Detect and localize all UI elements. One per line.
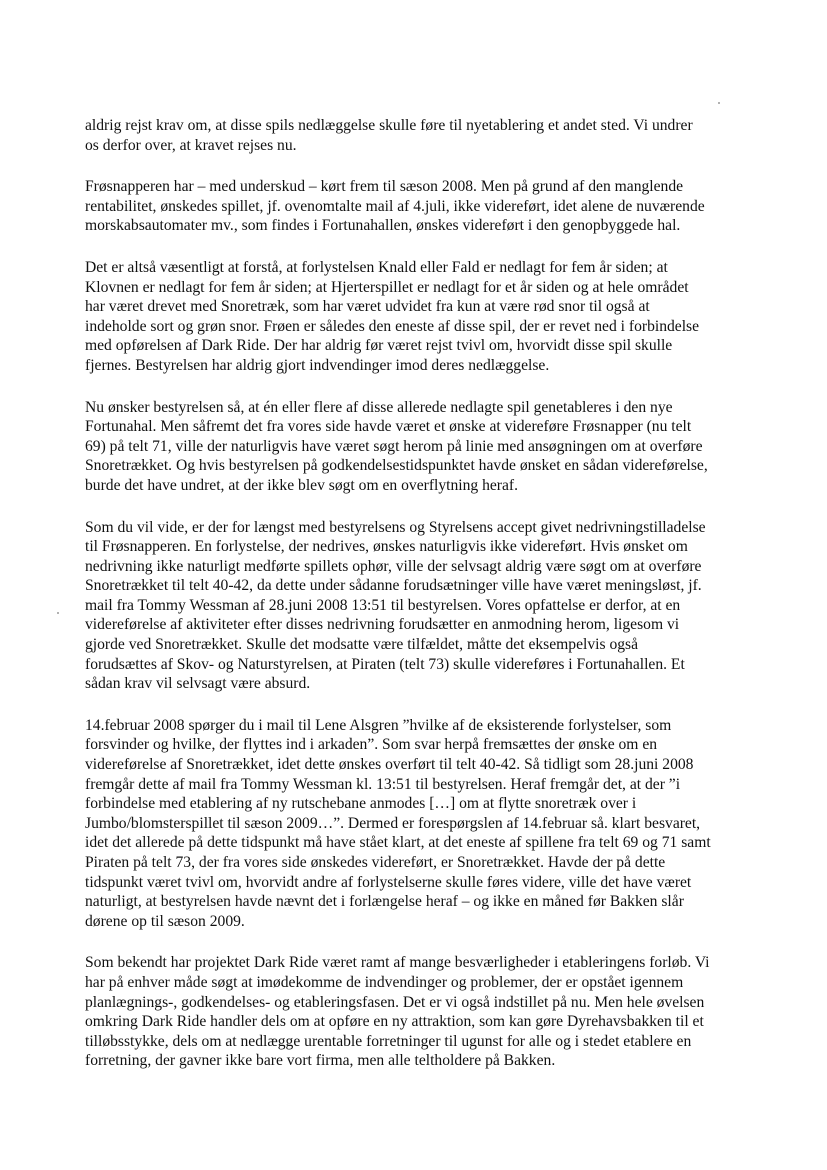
text-line: fremgår dette af mail fra Tommy Wessman kl. 13:51 til bestyrelsen. Heraf fremgår det, at der ”i [85, 775, 681, 793]
text-line: med opførelsen af Dark Ride. Der har aldrig før været rejst tvivl om, hvorvidt disse spil skulle [85, 337, 673, 355]
text-line: tidspunkt været tvivl om, hvorvidt andre af forlystelserne skulle føres videre, ville det have været [85, 873, 692, 891]
scan-speck [57, 612, 59, 614]
text-line: forsvinder og hvilke, der flyttes ind i arkaden”. Som svar herpå fremsættes der ønske om en [85, 736, 658, 754]
text-line: forretning, der gavner ikke bare vort firma, men alle teltholdere på Bakken. [85, 1052, 556, 1070]
text-line: har været drevet med Snoretræk, som har været udvidet fra kun at være rød snor til også at [85, 298, 650, 316]
text-line: Det er altså væsentligt at forstå, at forlystelsen Knald eller Fald er nedlagt for fem år siden; at [85, 258, 668, 276]
text-line: morskabsautomater mv., som findes i Fortunahallen, ønskes videreført i den genopbyggede hal. [85, 217, 681, 235]
text-line: 14.februar 2008 spørger du i mail til Lene Alsgren ”hvilke af de eksisterende forlystelser, som [85, 716, 672, 734]
text-line: Nu ønsker bestyrelsen så, at én eller flere af disse allerede nedlagte spil genetableres i den nye [85, 398, 673, 416]
text-line: planlægnings-, godkendelses- og etableringsfasen. Det er vi også indstillet på nu. Men hele øvelsen [85, 993, 705, 1011]
text-line: Som du vil vide, er der for længst med bestyrelsens og Styrelsens accept givet nedrivningstilladelse [85, 518, 706, 536]
text-line: Snoretrækket. Og hvis bestyrelsen på godkendelsestidspunktet havde ønsket en sådan videreførelse, [85, 457, 708, 475]
text-line: har på enhver måde søgt at imødekomme de indvendinger og problemer, der er opstået igennem [85, 973, 684, 991]
text-line: til Frøsnapperen. En forlystelse, der nedrives, ønskes naturligvis ikke videreført. Hvis ønsket om [85, 538, 688, 556]
text-line: dørene op til sæson 2009. [85, 912, 245, 930]
paragraph [85, 116, 765, 155]
text-line: fjernes. Bestyrelsen har aldrig gjort indvendinger imod deres nedlæggelse. [85, 356, 550, 374]
text-line: mail fra Tommy Wessman af 28.juni 2008 13:51 til bestyrelsen. Vores opfattelse er derfor, at en [85, 596, 681, 614]
text-line: os derfor over, at kravet rejses nu. [85, 136, 297, 154]
text-line: omkring Dark Ride handler dels om at opføre en ny attraktion, som kan gøre Dyrehavsbakken til et [85, 1013, 704, 1031]
text-line: sådan krav vil selvsagt være absurd. [85, 675, 311, 693]
text-line: Fortunahal. Men såfremt det fra vores side havde været et ønske at videreføre Frøsnapper (nu telt [85, 418, 692, 436]
text-line: burde det have undret, at der ikke blev søgt om en overflytning heraf. [85, 476, 519, 494]
text-line: nedrivning ikke naturligt medførte spillets ophør, ville der selvsagt aldrig være søgt om at overføre [85, 557, 702, 575]
text-line: forudsættes af Skov- og Naturstyrelsen, at Piraten (telt 73) skulle videreføres i Fortunahallen. Et [85, 655, 685, 673]
text-line: indeholde sort og grøn snor. Frøen er således den eneste af disse spil, der er revet ned i forbindelse [85, 317, 700, 335]
text-line: 69) på telt 71, ville der naturligvis have været søgt herom på linie med ansøgningen om at overføre [85, 437, 703, 455]
text-line: Klovnen er nedlagt for fem år siden; at Hjerterspillet er nedlagt for et år siden og at hele området [85, 278, 689, 296]
paragraph [85, 258, 765, 376]
text-line: rentabilitet, ønskedes spillet, jf. ovenomtalte mail af 4.juli, ikke videreført, idet alene de nuværende [85, 197, 705, 215]
paragraph [85, 716, 765, 932]
text-line: gjorde ved Snoretrækket. Skulle det modsatte være tilfældet, måtte det eksempelvis også [85, 636, 639, 654]
text-line: Som bekendt har projektet Dark Ride været ramt af mange besværligheder i etableringens forløb. Vi [85, 954, 710, 972]
paragraph [85, 953, 765, 1071]
text-line: naturligt, at bestyrelsen havde nævnt det i forlængelse heraf – og ikke en måned før Bakken slår [85, 893, 684, 911]
text-line: Jumbo/blomsterspillet til sæson 2009…”. Dermed er forespørgslen af 14.februar så. klart besvaret, [85, 814, 701, 832]
paragraph [85, 177, 765, 236]
scan-speck [718, 102, 720, 104]
letter-body [85, 116, 765, 1093]
text-line: idet det allerede på dette tidspunkt må have stået klart, at det eneste af spillene fra telt 69 og 71 samt [85, 834, 711, 852]
text-line: aldrig rejst krav om, at disse spils nedlæggelse skulle føre til nyetablering et andet sted. Vi undrer [85, 117, 693, 134]
text-line: forbindelse med etablering af ny rutschebane anmodes […] om at flytte snoretræk over i [85, 795, 637, 813]
paragraph [85, 398, 765, 496]
text-line: videreførelse af Snoretrækket, idet dette ønskes overført til telt 40-42. Så tidligt som 28.juni 2008 [85, 756, 694, 774]
text-line: videreførelse af aktiviteter efter disses nedrivning forudsætter en anmodning herom, ligesom vi [85, 616, 680, 634]
text-line: Snoretrækket til telt 40-42, da dette under sådanne forudsætninger ville have været meningsløst, jf. [85, 577, 702, 595]
text-line: tilløbsstykke, dels om at nedlægge urentable forretninger til ugunst for alle og i stedet etablere en [85, 1032, 692, 1050]
paragraph [85, 518, 765, 694]
text-line: Frøsnapperen har – med underskud – kørt frem til sæson 2008. Men på grund af den manglende [85, 178, 684, 196]
text-line: Piraten på telt 73, der fra vores side ønskedes videreført, er Snoretrækket. Havde der på dette [85, 854, 666, 871]
